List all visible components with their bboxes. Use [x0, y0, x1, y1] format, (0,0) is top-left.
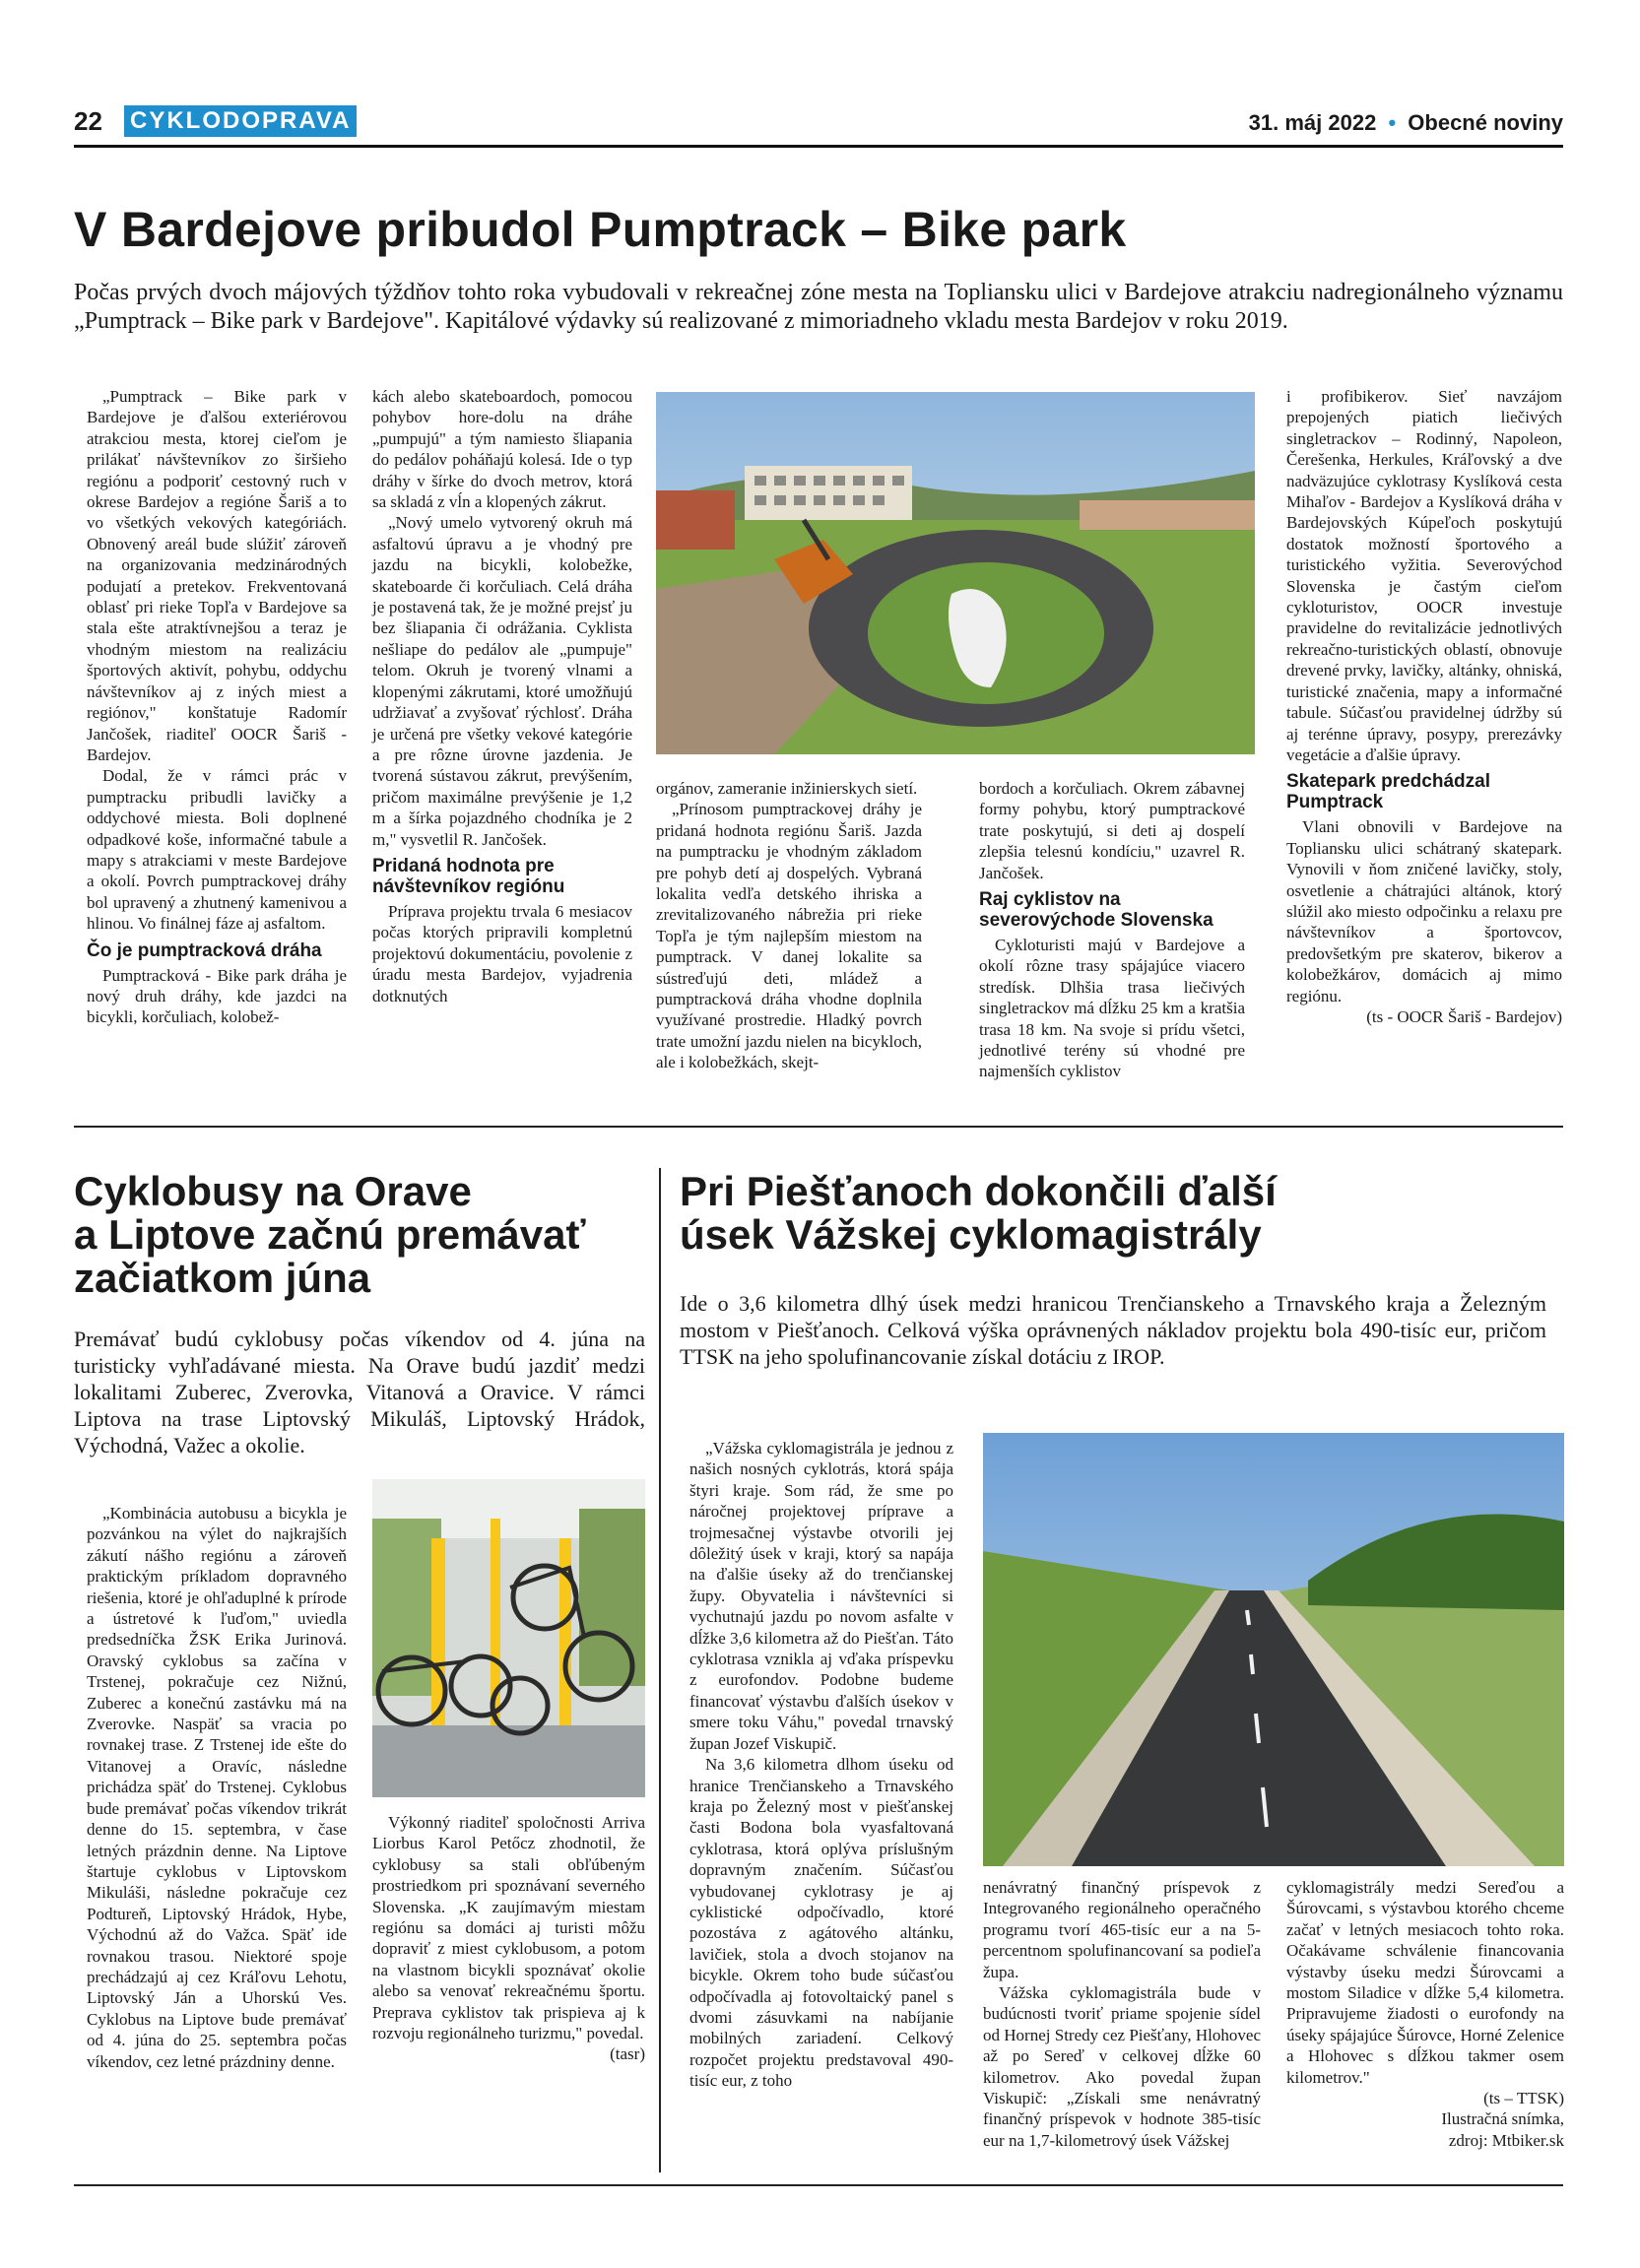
header-rule [74, 145, 1563, 148]
article1-lead: Počas prvých dvoch májových týždňov tohto roka vybudovali v rekreačnej zóne mesta na Topliansku ulici v Bardejove atrakciu nadregionálneho významu „Pumptrack – Bike park v Bardejove". Kapitálové výdavky sú realizované z mimoriadneho vkladu mesta Bardejov v roku 2019. [74, 280, 1563, 334]
title-line: začiatkom júna [74, 1255, 371, 1301]
subheading: Čo je pumptracková dráha [87, 940, 322, 961]
paragraph: bordoch a korčuliach. Okrem zábavnej formy pohybu, ktorý pumptrackové trate poskytujú, si deti aj dospelí zlepšia telesnú kondíciu," uzavrel R. Jančošek. [979, 779, 1245, 882]
author-signature: (ts – TTSK) [1483, 2089, 1564, 2108]
article3-column-3 [1286, 1877, 1564, 2151]
section-divider [74, 1126, 1563, 1128]
article3-title [680, 1170, 1566, 1257]
paragraph: Cykloturisti majú v Bardejove a okolí rôzne trasy spájajúce viacero stredísk. Dlhšia trasa liečivých singletrackov má dĺžku 25 km a kratšia trasa 18 km. Na svoje si prídu všetci, jednotlivé terény sú vhodné pre najmenších cyklistov [979, 936, 1245, 1081]
article1-column-2 [372, 386, 632, 1006]
footer-rule [74, 2184, 1563, 2186]
author-signature: (ts - OOCR Šariš - Bardejov) [1366, 1006, 1562, 1026]
title-line: Pri Piešťanoch dokončili ďalší [680, 1168, 1277, 1214]
page-number: 22 [74, 106, 102, 136]
photo-credit: Ilustračná snímka, [1441, 2109, 1564, 2129]
header-dateline [1249, 110, 1563, 136]
article2-lead: Premávať budú cyklobusy počas víkendov od 4. júna na turisticky vyhľadávané miesta. Na Orave budú jazdiť medzi lokalitami Zuberec, Zverovka, Vitanová a Oravice. V rámci Liptova na trase Liptovský Mikuláš, Liptovský Hrádok, Východná, Važec a okolie. [74, 1327, 645, 1458]
article1-column-3 [656, 778, 922, 1073]
issue-date: 31. máj 2022 [1248, 110, 1377, 135]
article2-column-1 [87, 1503, 347, 2072]
paragraph: cyklomagistrály medzi Sereďou a Šúrovcami, s výstavbou ktorého chceme začať v letných mesiacoch tohto roka. Očakávame schválenie financovania výstavby úseku medzi Šúrovcami a mostom Siladice v dĺžke 5,4 kilometra. Pripravujeme žiadosti o eurofondy na úseky spájajúce Šúrovce, Horné Zelenice a Hlohovec s dĺžkou takmer osem kilometrov." [1286, 1878, 1564, 2087]
paragraph: „Kombinácia autobusu a bicykla je pozvánkou na výlet do najkrajších zákutí nášho regiónu a zároveň praktickým príkladom dopravného riešenia, ktoré je ohľaduplné k prírode a ústretové k ľuďom," uviedla predsedníčka ŽSK Erika Jurinová. Oravský cyklobus sa začína v Trstenej, pokračuje cez Nižnú, Zuberec a konečnú zastávku má na Zverovke. Naspäť sa vracia po rovnakej trase. Z Trstenej ide ešte do Vitanovej a Oravíc, následne prichádza späť do Trstenej. Cyklobus bude premávať počas víkendov trikrát denne do 15. septembra, v čase letných prázdnin denne. Na Liptove štartuje cyklobus v Liptovskom Mikuláši, následne pokračuje cez Podtureň, Liptovský Hrádok, Hybe, Východnú až do Važca. Späť ide rovnakou trasou. Niektoré spoje prechádzajú aj cez Kráľovu Lehotu, Liptovský Ján a Uhorskú Ves. Cyklobus na Liptove bude premávať od 4. júna do 25. septembra počas víkendov, cez letné prázdniny denne. [87, 1504, 347, 2071]
title-line: a Liptove začnú premávať [74, 1211, 586, 1258]
paragraph: Pumptracková - Bike park dráha je nový druh dráhy, kde jazdci na bicykli, korčuliach, kolobež- [87, 965, 347, 1027]
header-bullet: • [1388, 110, 1397, 135]
paragraph: „Nový umelo vytvorený okruh má asfaltovú úpravu a je vhodný pre jazdu na bicykli, kolobežke, skateboarde či korčuliach. Celá dráha je postavená tak, že je možné prejsť ju bez šliapania či odrážania. Cyklista nešliape do pedálov ale „pumpuje" telom. Okruh je tvorený vlnami a klopenými zákrutami, ktoré umožňujú udržiavať a zvyšovať rýchlosť. Dráha je určená pre všetky vekové kategórie a pre rôzne úrovne jazdenia. Je tvorená sústavou zákrut, prevýšením, pričom maximálne prevýšenie je 1,2 m a šírka pojazdného chodníka je 2 m," vysvetlil R. Jančošek. [372, 513, 632, 849]
article2-title [74, 1170, 665, 1300]
paragraph: Príprava projektu trvala 6 mesiacov počas ktorých pripravili kompletnú projektovú dokumentáciu, povolenie z úradu mesta Bardejov, vyjadrenia dotknutých [372, 901, 632, 1005]
subheading: Skatepark predchádzal Pumptrack [1286, 771, 1490, 813]
pumptrack-photo [656, 392, 1255, 754]
subheading: Pridaná hodnota pre návštevníkov regiónu [372, 855, 565, 897]
pumptrack-image [656, 392, 1255, 754]
paragraph: Vlani obnovili v Bardejove na Topliansku ulici schátraný skatepark. Vynovili v ňom zničené lavičky, stoly, osvetlenie a chátrajúci altánok, ktorý slúžil ako miesto odpočinku a relaxu pre návštevníkov a športovcov, predovšetkým pre skaterov, bikerov a kolobežkárov, domácich aj mimo regiónu. [1286, 817, 1562, 1005]
paragraph: i profibikerov. Sieť navzájom prepojených piatich liečivých singletrackov – Rodinný, Napoleon, Čerešenka, Herkules, Kráľovský a dve nadväzujúce cyklotrasy Kyslíková cesta Mihaľov - Bardejov a Kyslíková dráha v Bardejovských Kúpeľoch poskytujú dostatok možností športového a turistického vyžitia. Severovýchod Slovenska je častým cieľom cykloturistov, OOCR investuje pravidelne do revitalizácie jednotlivých rekreačno-turistických oblastí, obnovuje drevené prvky, lavičky, altánky, ohniská, turistické značenia, mapy a informačné tabule. Súčasťou pravidelnej údržby sú aj terénne úpravy, posypy, prerezávky vegetácie a ďalšie úpravy. [1286, 387, 1562, 764]
column-divider [659, 1168, 661, 2172]
paragraph: kách alebo skateboardoch, pomocou pohybov hore-dolu na dráhe „pumpujú" a tým namiesto šliapania do pedálov poháňajú kolesá. Ide o typ dráhy v šírke do dvoch metrov, ktorá sa skladá z vĺn a klopených zákrut. [372, 387, 632, 512]
cyclobus-image [372, 1479, 645, 1797]
paragraph: nenávratný finančný príspevok z Integrovaného regionálneho operačného programu tvorí 465-tisíc eur a na 5-percentnom spolufinancovaní sa podieľa župa. [983, 1878, 1261, 1981]
author-signature: (tasr) [610, 2044, 645, 2064]
title-line: Cyklobusy na Orave [74, 1168, 472, 1214]
subheading: Raj cyklistov na severovýchode Slovenska [979, 889, 1214, 932]
paragraph: „Prínosom pumptrackovej dráhy je pridaná hodnota regiónu Šariš. Jazda na pumptracku je vhodným základom pre pohyb detí aj dospelých. Vybraná lokalita vedľa detského ihriska a zrevitalizovaného nábrežia pri rieke Topľa je tým najlepším miestom na pumptrack. V danej lokalite sa sústreďujú deti, mládež a pumptracková dráha vhodne doplnila využívané prostredie. Hladký povrch trate umožní jazdu nielen na bicykloch, ale i kolobežkách, skejt- [656, 800, 922, 1072]
title-line: úsek Vážskej cyklomagistrály [680, 1211, 1262, 1258]
paragraph: „Pumptrack – Bike park v Bardejove je ďalšou exteriérovou atrakciou mesta, ktorej cieľom je prilákať návštevníkov zo širšieho regiónu a podporiť cestovný ruch v okrese Bardejov a regióne Šariš a to vo všetkých vekových kategóriách. Obnovený areál bude slúžiť zároveň na organizovania medzinárodných podujatí a pretekov. Frekventovaná oblasť pri rieke Topľa v Bardejove sa stala ešte atraktívnejšou a teraz je vhodným miestom na realizáciu športových aktivít, pohybu, oddychu návštevníkov aj z iných miest a regiónov," konštatuje Radomír Jančošek, riaditeľ OOCR Šariš - Bardejov. [87, 387, 347, 764]
article1-title: V Bardejove pribudol Pumptrack – Bike park [74, 202, 1127, 257]
cycle-path-image [983, 1433, 1564, 1866]
cycle-path-photo [983, 1433, 1564, 1866]
paper-name: Obecné noviny [1408, 110, 1563, 135]
paragraph: orgánov, zameranie inžinierskych sietí. [656, 779, 918, 798]
paragraph: Na 3,6 kilometra dlhom úseku od hranice Trenčianskeho a Trnavského kraja po Železný most v piešťanskej časti Bodona bola vyasfaltovaná cyklotrasa, ktorá oplýva príslušným dopravným značením. Súčasťou vybudovanej cyklotrasy je aj cyklistické odpočívadlo, ktoré pozostáva z agátového altánku, lavičiek, stola a dvoch stojanov na bicykle. Okrem toho bude súčasťou odpočívadla aj fotovoltaický panel s dvomi zásuvkami na nabíjanie mobilných zariadení. Celkový rozpočet projektu predstavoval 490-tisíc eur, z toho [689, 1755, 953, 2091]
paragraph: Vážska cyklomagistrála bude v budúcnosti tvoriť priame spojenie sídel od Hornej Stredy cez Piešťany, Hlohovec až po Sereď v celkovej dĺžke 60 kilometrov. Ako povedal župan Viskupič: „Získali sme nenávratný finančný príspevok v hodnote 385-tisíc eur na 1,7-kilometrový úsek Vážskej [983, 1983, 1261, 2150]
section-label: CYKLODOPRAVA [124, 105, 357, 137]
article3-lead: Ide o 3,6 kilometra dlhý úsek medzi hranicou Trenčianskeho a Trnavského kraja a Železným mostom v Piešťanoch. Celková výška oprávnených nákladov projektu bola 490-tisíc eur, pričom TTSK na jeho spolufinancovanie získal dotáciu z IROP. [680, 1291, 1546, 1369]
article1-column-1 [87, 386, 347, 1028]
paragraph: „Vážska cyklomagistrála je jednou z našich nosných cyklotrás, ktorá spája štyri kraje. Som rád, že sme po náročnej projektovej príprave a trojmesačnej výstavbe otvorili jej dôležitý úsek v kraji, ktorý sa napája na ďalšie úseky až do trenčianskej župy. Obyvatelia i návštevníci si vychutnajú jazdu po novom asfalte v dĺžke 3,6 kilometra až do Piešťan. Táto cyklotrasa vznikla aj vďaka príspevku z eurofondov. Podobne budeme financovať výstavbu ďalších úsekov v smere toku Váhu," povedal trnavský župan Jozef Viskupič. [689, 1439, 953, 1753]
article2-column-2 [372, 1812, 645, 2065]
photo-credit: zdroj: Mtbiker.sk [1448, 2130, 1564, 2150]
article3-column-1 [689, 1438, 953, 2092]
article1-column-4 [979, 778, 1245, 1082]
paragraph: Výkonný riaditeľ spoločnosti Arriva Liorbus Karol Petőcz zhodnotil, že cyklobusy sa stali obľúbeným prostriedkom pri spoznávaní severného Slovenska. „K zaujímavým miestam regiónu sa domáci aj turisti môžu dopraviť z miest cyklobusom, a potom na vlastnom bicykli spoznávať okolie alebo sa venovať rekreačnému športu. Preprava cyklistov tak prispieva aj k rozvoju regionálneho turizmu," povedal. [372, 1813, 645, 2043]
cyclobus-photo [372, 1479, 645, 1797]
paragraph: Dodal, že v rámci prác v pumptracku pribudli lavičky a oddychové miesta. Boli doplnené odpadkové koše, informačné tabule a mapy s atrakciami v meste Bardejove a okolí. Povrch pumptrackovej dráhy bol upravený a zhutnený kamenivou a hlinou. Vo finálnej fáze aj asfaltom. [87, 766, 347, 934]
article1-column-5 [1286, 386, 1562, 1027]
article3-column-2 [983, 1877, 1261, 2151]
